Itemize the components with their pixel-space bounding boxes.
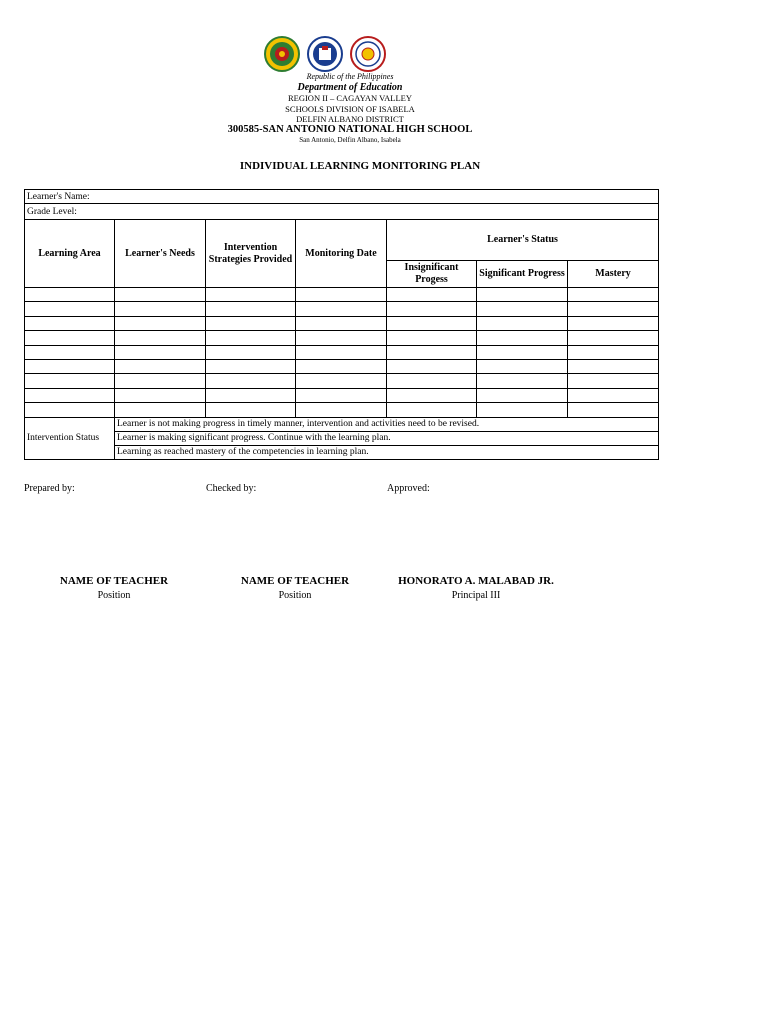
school-address: San Antonio, Delfin Albano, Isabela <box>299 136 401 144</box>
monitoring-table <box>24 189 659 460</box>
letterhead <box>160 72 540 146</box>
status-option-mastery: Learning as reached mastery of the competencies in learning plan. <box>115 445 659 459</box>
table-row <box>25 316 659 330</box>
principal-name: HONORATO A. MALABAD JR. <box>398 575 554 587</box>
col-intervention: Intervention Strategies Provided <box>206 220 296 288</box>
prepared-by-label: Prepared by: <box>24 483 75 494</box>
teacher2-position: Position <box>278 590 312 601</box>
table-row <box>25 302 659 316</box>
table-row <box>25 374 659 388</box>
col-learners-needs: Learner's Needs <box>115 220 206 288</box>
district-line: DELFIN ALBANO DISTRICT <box>296 114 404 124</box>
republic-line: Republic of the Philippines <box>306 72 394 81</box>
col-significant-progress: Significant Progress <box>477 261 568 288</box>
col-monitoring-date: Monitoring Date <box>296 220 387 288</box>
deped-seal-icon <box>307 36 343 72</box>
grade-level-field[interactable]: Grade Level: <box>25 204 659 220</box>
bagong-pilipinas-seal-icon <box>264 36 300 72</box>
table-row <box>25 388 659 402</box>
table-row <box>25 288 659 302</box>
division-line: SCHOOLS DIVISION OF ISABELA <box>285 103 415 114</box>
teacher2-name: NAME OF TEACHER <box>240 575 350 587</box>
intervention-status-label: Intervention Status <box>25 417 115 459</box>
col-mastery: Mastery <box>568 261 659 288</box>
document-title: INDIVIDUAL LEARNING MONITORING PLAN <box>239 160 481 172</box>
region-line: REGION II – CAGAYAN VALLEY <box>287 93 413 103</box>
table-row <box>25 345 659 359</box>
school-name: 300585-SAN ANTONIO NATIONAL HIGH SCHOOL <box>227 123 473 135</box>
department-line: Department of Education <box>297 81 403 93</box>
col-learning-area: Learning Area <box>25 220 115 288</box>
col-insignificant-progress: Insignificant Progess <box>387 261 477 288</box>
approved-label: Approved: <box>387 483 430 494</box>
table-row <box>25 331 659 345</box>
school-seal-icon <box>350 36 386 72</box>
status-option-continue: Learner is making significant progress. Continue with the learning plan. <box>115 431 659 445</box>
teacher1-position: Position <box>97 590 131 601</box>
logo-row <box>264 36 388 74</box>
col-learners-status: Learner's Status <box>387 220 659 261</box>
status-option-revise: Learner is not making progress in timely manner, intervention and activities need to be revised. <box>115 417 659 431</box>
learner-name-field[interactable]: Learner's Name: <box>25 190 659 204</box>
table-row <box>25 359 659 373</box>
teacher1-name: NAME OF TEACHER <box>59 575 169 587</box>
table-row <box>25 403 659 417</box>
principal-position: Principal III <box>451 590 501 601</box>
checked-by-label: Checked by: <box>206 483 257 494</box>
